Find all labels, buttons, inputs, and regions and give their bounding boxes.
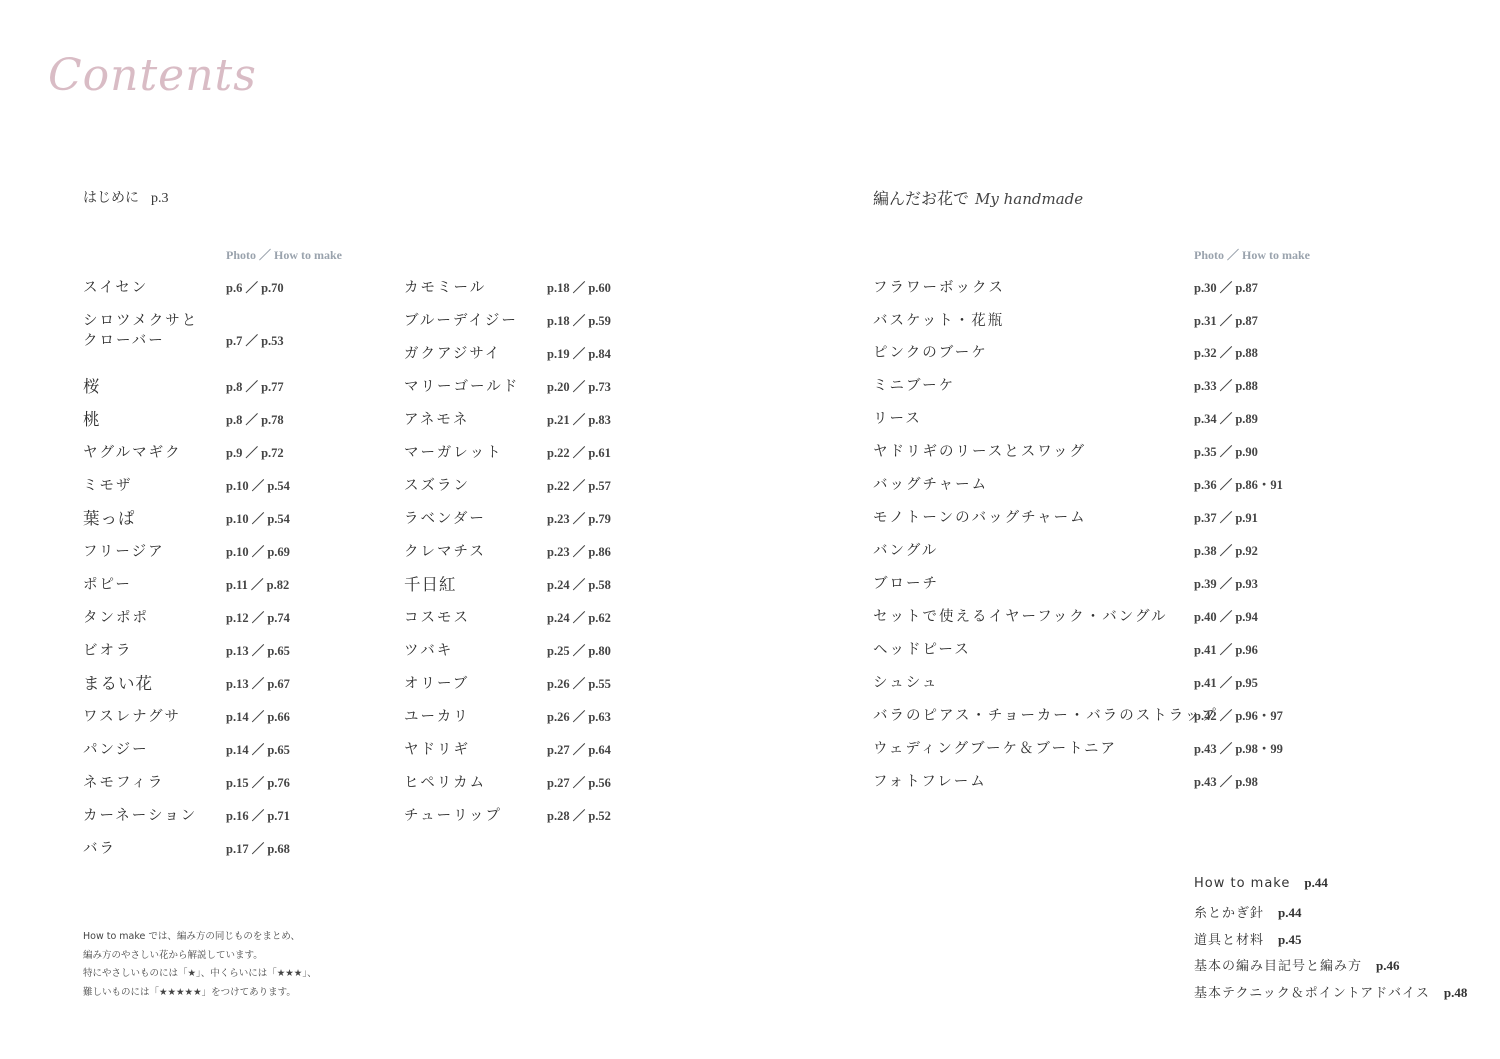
how-to-entry[interactable] bbox=[1194, 955, 1400, 974]
entry-page: p.24 ／ p.58 bbox=[547, 578, 611, 592]
entry-page: p.23 ／ p.79 bbox=[547, 512, 611, 526]
entry-name: ワスレナグサ bbox=[83, 709, 181, 725]
entry-page: p.34 ／ p.89 bbox=[1194, 412, 1258, 426]
entry-page: p.42 ／ p.96・97 bbox=[1194, 709, 1283, 723]
entry-name: ネモフィラ bbox=[83, 775, 165, 791]
entry-page: p.10 ／ p.69 bbox=[226, 545, 290, 559]
entry-page: p.15 ／ p.76 bbox=[226, 776, 290, 790]
entry-name: パンジー bbox=[83, 742, 149, 758]
entry-page: p.22 ／ p.61 bbox=[547, 446, 611, 460]
how-to-entry[interactable] bbox=[1194, 982, 1467, 1001]
entry-name: ツバキ bbox=[404, 643, 454, 659]
entry-name: モノトーンのバッグチャーム bbox=[873, 510, 1087, 526]
entry-name: ブローチ bbox=[873, 576, 939, 592]
entry-name: コスモス bbox=[404, 610, 470, 626]
entry-page: p.32 ／ p.88 bbox=[1194, 346, 1258, 360]
entry-name: ミニブーケ bbox=[873, 378, 956, 394]
how-to-entry[interactable] bbox=[1194, 902, 1302, 921]
entry-name: ラベンダー bbox=[404, 511, 486, 527]
entry-page: p.27 ／ p.64 bbox=[547, 743, 611, 757]
section-label: 編んだお花で bbox=[873, 189, 970, 208]
contents-title: Contents bbox=[48, 50, 257, 101]
entry-name: タンポポ bbox=[83, 610, 149, 626]
entry-name: ヒペリカム bbox=[404, 775, 487, 791]
entry-page: p.14 ／ p.65 bbox=[226, 743, 290, 757]
entry-name: ヘッドピース bbox=[873, 642, 971, 658]
entry-name: ヤドリギ bbox=[404, 742, 470, 758]
how-to-label: 道具と材料 bbox=[1194, 933, 1265, 948]
entry-page: p.37 ／ p.91 bbox=[1194, 511, 1258, 525]
entry-page: p.31 ／ p.87 bbox=[1194, 314, 1258, 328]
entry-name: ブルーデイジー bbox=[404, 313, 518, 329]
entry-page: p.35 ／ p.90 bbox=[1194, 445, 1258, 459]
entry-name: オリーブ bbox=[404, 676, 470, 692]
entry-page: p.10 ／ p.54 bbox=[226, 512, 290, 526]
entry-page: p.21 ／ p.83 bbox=[547, 413, 611, 427]
entry-name: バラ bbox=[83, 841, 116, 857]
how-to-page: p.45 bbox=[1278, 932, 1302, 947]
entry-name: 桃 bbox=[83, 410, 101, 429]
entry-page: p.12 ／ p.74 bbox=[226, 611, 290, 625]
entry-name: フラワーボックス bbox=[873, 280, 1005, 296]
entry-name: ピンクのブーケ bbox=[873, 345, 988, 361]
entry-page: p.10 ／ p.54 bbox=[226, 479, 290, 493]
entry-name: スズラン bbox=[404, 478, 470, 494]
entry-name: ヤグルマギク bbox=[83, 445, 182, 461]
entry-page: p.26 ／ p.55 bbox=[547, 677, 611, 691]
entry-name: ミモザ bbox=[83, 478, 133, 494]
photo-header-right: Photo ／ How to make bbox=[1194, 248, 1310, 262]
entry-name: ウェディングブーケ＆ブートニア bbox=[873, 741, 1118, 757]
entry-page: p.41 ／ p.96 bbox=[1194, 643, 1258, 657]
entry-page: p.16 ／ p.71 bbox=[226, 809, 290, 823]
entry-name: ポピー bbox=[83, 577, 132, 593]
section-heading bbox=[873, 186, 1083, 209]
entry-name: マーガレット bbox=[404, 445, 503, 461]
note-line: 編み方のやさしい花から解説しています。 bbox=[83, 949, 263, 961]
entry-name: リース bbox=[873, 411, 922, 427]
entry-name: クローバー bbox=[83, 333, 165, 349]
entry-name: ユーカリ bbox=[404, 709, 470, 725]
entry-name: まるい花 bbox=[83, 674, 153, 693]
entry-name: シュシュ bbox=[873, 675, 939, 691]
photo-header-left: Photo ／ How to make bbox=[226, 248, 342, 262]
difficulty-note bbox=[83, 928, 383, 1002]
entry-name: カモミール bbox=[404, 280, 487, 296]
entry-name: バスケット・花瓶 bbox=[873, 313, 1005, 329]
entry-name: チューリップ bbox=[404, 808, 502, 824]
entry-page: p.26 ／ p.63 bbox=[547, 710, 611, 724]
section-script: My handmade bbox=[975, 190, 1084, 208]
entry-name: フリージア bbox=[83, 544, 165, 560]
entry-page: p.28 ／ p.52 bbox=[547, 809, 611, 823]
entry-name: マリーゴールド bbox=[404, 379, 520, 395]
entry-page: p.6 ／ p.70 bbox=[226, 281, 284, 295]
entry-page: p.24 ／ p.62 bbox=[547, 611, 611, 625]
entry-page: p.40 ／ p.94 bbox=[1194, 610, 1258, 624]
entry-page: p.13 ／ p.67 bbox=[226, 677, 290, 691]
entry-name: 桜 bbox=[83, 377, 101, 396]
entry-page: p.23 ／ p.86 bbox=[547, 545, 611, 559]
how-to-entry[interactable] bbox=[1194, 929, 1302, 948]
entry-name: アネモネ bbox=[404, 412, 470, 428]
entry-name: 葉っぱ bbox=[83, 509, 136, 528]
how-to-page: p.48 bbox=[1443, 985, 1468, 1000]
entry-page: p.20 ／ p.73 bbox=[547, 380, 611, 394]
entry-name: クレマチス bbox=[404, 544, 486, 560]
entry-page: p.41 ／ p.95 bbox=[1194, 676, 1258, 690]
entry-page: p.30 ／ p.87 bbox=[1194, 281, 1258, 295]
intro-entry[interactable] bbox=[83, 187, 169, 207]
entry-page: p.14 ／ p.66 bbox=[226, 710, 290, 724]
how-to-label: 基本テクニック＆ポイントアドバイス bbox=[1194, 986, 1430, 1001]
intro-page: p.3 bbox=[151, 191, 169, 206]
entry-page: p.18 ／ p.59 bbox=[547, 314, 611, 328]
entry-page: p.7 ／ p.53 bbox=[226, 334, 284, 348]
entry-name: セットで使えるイヤーフック・バングル bbox=[873, 609, 1168, 625]
how-to-label: 基本の編み目記号と編み方 bbox=[1194, 959, 1363, 974]
entry-page: p.38 ／ p.92 bbox=[1194, 544, 1258, 558]
entry-page: p.22 ／ p.57 bbox=[547, 479, 611, 493]
entry-name: ヤドリギのリースとスワッグ bbox=[873, 444, 1087, 460]
how-to-label: How to make bbox=[1194, 876, 1291, 891]
how-to-page: p.44 bbox=[1278, 905, 1302, 920]
how-to-page: p.46 bbox=[1376, 958, 1400, 973]
entry-page: p.43 ／ p.98・99 bbox=[1194, 742, 1283, 756]
entry-page: p.19 ／ p.84 bbox=[547, 347, 611, 361]
entry-page: p.8 ／ p.78 bbox=[226, 413, 284, 427]
entry-name: フォトフレーム bbox=[873, 774, 987, 790]
entry-page: p.25 ／ p.80 bbox=[547, 644, 611, 658]
entry-page: p.13 ／ p.65 bbox=[226, 644, 290, 658]
entry-name: バッグチャーム bbox=[873, 477, 989, 493]
entry-name: 千日紅 bbox=[404, 575, 457, 594]
entry-page: p.17 ／ p.68 bbox=[226, 842, 290, 856]
intro-label: はじめに bbox=[83, 190, 139, 206]
note-line: 特にやさしいものには「★」、中くらいには「★★★」、 bbox=[83, 968, 317, 979]
how-to-page: p.44 bbox=[1304, 875, 1328, 890]
how-to-entry[interactable] bbox=[1194, 875, 1328, 891]
entry-page: p.9 ／ p.72 bbox=[226, 446, 284, 460]
entry-page: p.18 ／ p.60 bbox=[547, 281, 611, 295]
entry-name: カーネーション bbox=[83, 808, 198, 824]
entry-page: p.33 ／ p.88 bbox=[1194, 379, 1258, 393]
note-line: 難しいものには「★★★★★」をつけてあります。 bbox=[83, 986, 296, 998]
note-line: How to make では、編み方の同じものをまとめ、 bbox=[83, 931, 301, 942]
entry-page: p.39 ／ p.93 bbox=[1194, 577, 1258, 591]
entry-name: バングル bbox=[873, 543, 939, 559]
entry-page: p.43 ／ p.98 bbox=[1194, 775, 1258, 789]
entry-name: スイセン bbox=[83, 280, 149, 296]
entry-name: バラのピアス・チョーカー・バラのストラップ bbox=[873, 708, 1218, 724]
entry-page: p.36 ／ p.86・91 bbox=[1194, 478, 1283, 492]
entry-page: p.27 ／ p.56 bbox=[547, 776, 611, 790]
entry-name: シロツメクサと bbox=[83, 313, 199, 329]
entry-page: p.11 ／ p.82 bbox=[226, 578, 290, 592]
entry-name: ビオラ bbox=[83, 643, 133, 659]
how-to-label: 糸とかぎ針 bbox=[1194, 906, 1265, 921]
entry-name: ガクアジサイ bbox=[404, 346, 502, 362]
entry-page: p.8 ／ p.77 bbox=[226, 380, 284, 394]
